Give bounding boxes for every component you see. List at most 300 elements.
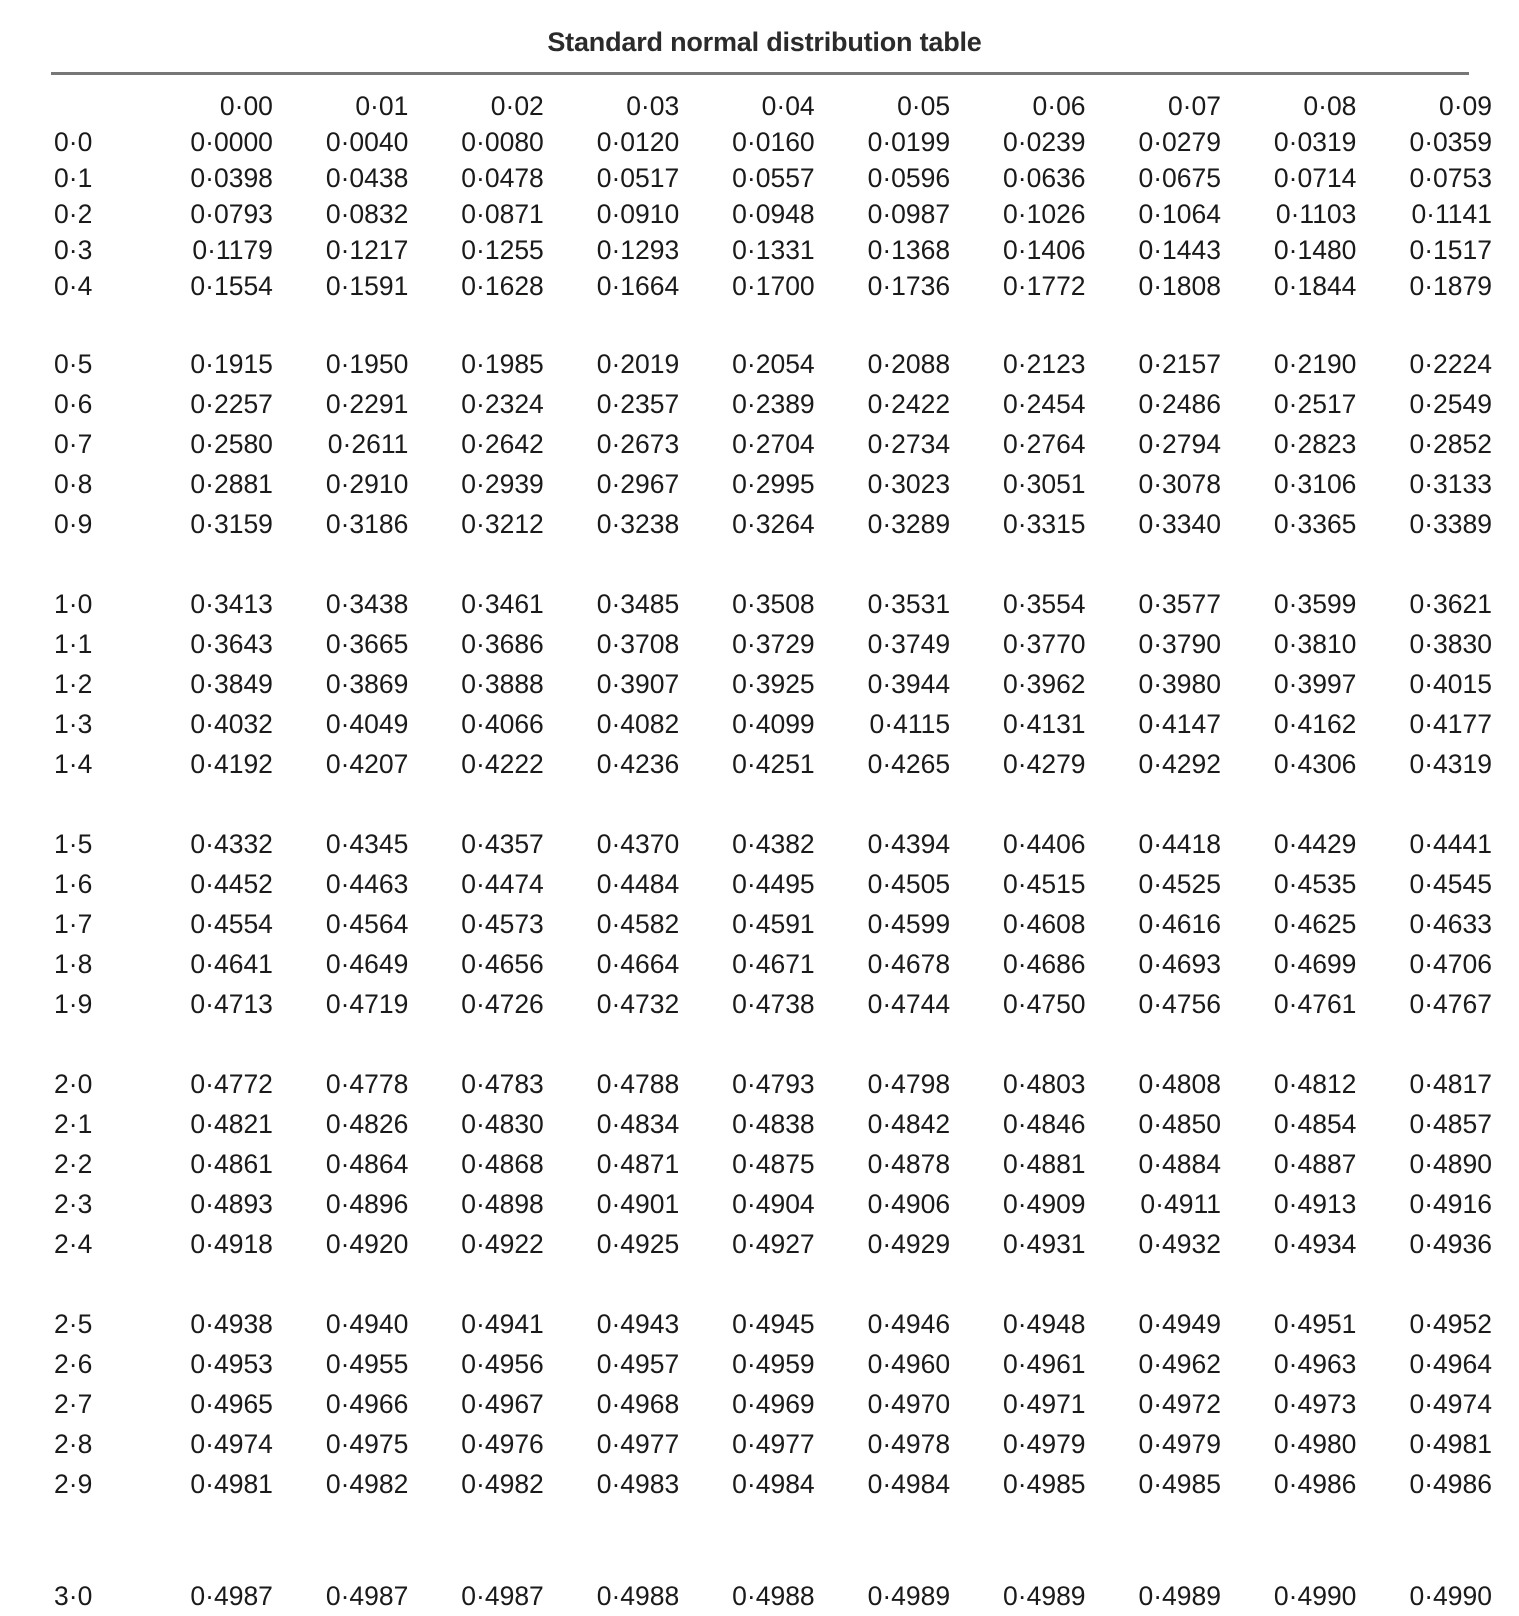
table-cell: 0·4222	[461, 748, 544, 779]
table-cell: 0·0359	[1409, 126, 1492, 157]
table-header	[0, 88, 1500, 124]
row-label: 2·7	[54, 1388, 93, 1419]
table-cell: 0·1772	[1003, 270, 1086, 301]
table-row	[0, 704, 1500, 744]
table-cell: 0·4987	[190, 1580, 273, 1611]
table-cell: 0·1554	[190, 270, 273, 301]
table-cell: 0·1331	[732, 234, 815, 265]
table-cell: 0·3849	[190, 668, 273, 699]
table-cell: 0·4817	[1409, 1068, 1492, 1099]
table-cell: 0·4982	[325, 1468, 409, 1499]
table-cell: 0·1915	[190, 348, 273, 379]
table-row	[0, 384, 1500, 424]
page-title: Standard normal distribution table	[547, 27, 982, 57]
table-cell: 0·4979	[1138, 1428, 1221, 1459]
table-row	[0, 1384, 1500, 1424]
table-cell: 0·4884	[1138, 1148, 1221, 1179]
table-cell: 0·4893	[190, 1188, 273, 1219]
table-cell: 0·4896	[325, 1188, 409, 1219]
spacer-cell	[0, 1024, 1500, 1064]
table-cell: 0·3186	[325, 508, 409, 539]
table-cell: 0·2794	[1138, 428, 1221, 459]
table-row	[0, 160, 1500, 196]
table-cell: 0·3365	[1273, 508, 1357, 539]
table-row	[0, 984, 1500, 1024]
table-cell: 0·4976	[461, 1428, 544, 1459]
table-row	[0, 344, 1500, 384]
table-cell: 0·0517	[596, 162, 680, 193]
table-cell: 0·4842	[867, 1108, 951, 1139]
table-cell: 0·4943	[596, 1308, 680, 1339]
table-row	[0, 1064, 1500, 1104]
table-cell: 0·4983	[596, 1468, 680, 1499]
table-cell: 0·3508	[732, 588, 815, 619]
table-cell: 0·4961	[1003, 1348, 1086, 1379]
table-cell: 0·2257	[190, 388, 273, 419]
table-row	[0, 1144, 1500, 1184]
table-cell: 0·1141	[1411, 198, 1492, 229]
table-cell: 0·1664	[596, 270, 680, 301]
table-cell: 0·4279	[1003, 748, 1086, 779]
row-label: 2·2	[54, 1148, 93, 1179]
table-row	[0, 504, 1500, 544]
table-cell: 0·3686	[461, 628, 544, 659]
row-label: 3·0	[54, 1580, 93, 1611]
table-cell: 0·2823	[1273, 428, 1357, 459]
table-cell: 0·4906	[867, 1188, 951, 1219]
table-cell: 0·4505	[867, 868, 951, 899]
table-cell: 0·4236	[596, 748, 680, 779]
table-cell: 0·3554	[1003, 588, 1086, 619]
table-cell: 0·3749	[867, 628, 951, 659]
table-cell: 0·4988	[596, 1580, 680, 1611]
table-cell: 0·4049	[325, 708, 409, 739]
table-cell: 0·2291	[325, 388, 409, 419]
table-cell: 0·3159	[190, 508, 273, 539]
table-cell: 0·3133	[1409, 468, 1492, 499]
column-header-8: 0·08	[1303, 90, 1357, 121]
table-cell: 0·4987	[325, 1580, 409, 1611]
table-cell: 0·4981	[190, 1468, 273, 1499]
table-row	[0, 124, 1500, 160]
table-cell: 0·4394	[867, 828, 951, 859]
table-cell: 0·4936	[1409, 1228, 1492, 1259]
spacer-cell	[0, 784, 1500, 824]
row-group-spacer	[0, 784, 1500, 824]
table-cell: 0·0987	[867, 198, 951, 229]
table-cell: 0·3708	[596, 628, 680, 659]
table-cell: 0·2642	[461, 428, 544, 459]
table-cell: 0·4767	[1409, 988, 1492, 1019]
table-cell: 0·4918	[190, 1228, 273, 1259]
table-cell: 0·4452	[190, 868, 273, 899]
table-cell: 0·1480	[1273, 234, 1357, 265]
table-cell: 0·3315	[1003, 508, 1086, 539]
table-cell: 0·4699	[1273, 948, 1357, 979]
table-cell: 0·4966	[325, 1388, 409, 1419]
table-cell: 0·2764	[1003, 428, 1086, 459]
corner-cell	[0, 88, 145, 124]
table-cell: 0·3051	[1003, 468, 1086, 499]
table-cell: 0·1443	[1138, 234, 1221, 265]
table-cell: 0·4922	[461, 1228, 544, 1259]
table-row	[0, 1104, 1500, 1144]
table-cell: 0·4834	[596, 1108, 680, 1139]
table-cell: 0·4990	[1273, 1580, 1357, 1611]
table-cell: 0·2673	[596, 428, 680, 459]
table-cell: 0·2123	[1003, 348, 1086, 379]
table-cell: 0·4854	[1273, 1108, 1357, 1139]
table-cell: 0·4929	[867, 1228, 951, 1259]
table-cell: 0·4945	[732, 1308, 815, 1339]
row-label: 0·4	[54, 270, 93, 301]
table-cell: 0·0596	[867, 162, 951, 193]
row-label: 1·9	[54, 988, 93, 1019]
table-cell: 0·4881	[1003, 1148, 1086, 1179]
table-cell: 0·4821	[190, 1108, 273, 1139]
row-label: 0·8	[54, 468, 93, 499]
table-cell: 0·0398	[190, 162, 273, 193]
table-cell: 0·4032	[190, 708, 273, 739]
table-cell: 0·4251	[732, 748, 815, 779]
table-body	[0, 124, 1500, 1616]
table-row	[0, 196, 1500, 232]
table-cell: 0·4890	[1409, 1148, 1492, 1179]
table-cell: 0·1628	[461, 270, 544, 301]
table-row	[0, 1184, 1500, 1224]
standard-normal-distribution-table	[0, 88, 1500, 1616]
row-label: 2·6	[54, 1348, 93, 1379]
table-cell: 0·4940	[325, 1308, 409, 1339]
row-label: 1·2	[54, 668, 93, 699]
table-cell: 0·3212	[461, 508, 544, 539]
table-cell: 0·4938	[190, 1308, 273, 1339]
table-cell: 0·3340	[1138, 508, 1221, 539]
table-cell: 0·0478	[461, 162, 544, 193]
table-cell: 0·4641	[190, 948, 273, 979]
row-label: 2·8	[54, 1428, 93, 1459]
table-cell: 0·4846	[1003, 1108, 1086, 1139]
table-cell: 0·1736	[867, 270, 951, 301]
table-cell: 0·2852	[1409, 428, 1492, 459]
table-cell: 0·4625	[1273, 908, 1357, 939]
row-label: 0·0	[54, 126, 93, 157]
table-cell: 0·4649	[325, 948, 409, 979]
table-cell: 0·4463	[325, 868, 409, 899]
table-cell: 0·4861	[190, 1148, 273, 1179]
table-cell: 0·4788	[596, 1068, 680, 1099]
table-cell: 0·4916	[1409, 1188, 1492, 1219]
table-cell: 0·4985	[1138, 1468, 1221, 1499]
column-header-0: 0·00	[219, 90, 273, 121]
table-cell: 0·4973	[1273, 1388, 1357, 1419]
row-label: 2·1	[54, 1108, 93, 1139]
table-cell: 0·3830	[1409, 628, 1492, 659]
table-cell: 0·4953	[190, 1348, 273, 1379]
table-cell: 0·3770	[1003, 628, 1086, 659]
row-label: 2·9	[54, 1468, 93, 1499]
column-header-2: 0·02	[490, 90, 544, 121]
table-cell: 0·4564	[325, 908, 409, 939]
table-cell: 0·4515	[1003, 868, 1086, 899]
table-cell: 0·4932	[1138, 1228, 1221, 1259]
table-cell: 0·2019	[596, 348, 680, 379]
table-cell: 0·2580	[190, 428, 273, 459]
table-row	[0, 1576, 1500, 1616]
table-cell: 0·1879	[1409, 270, 1492, 301]
table-cell: 0·0793	[190, 198, 273, 229]
row-label: 1·7	[54, 908, 93, 939]
table-cell: 0·3944	[867, 668, 951, 699]
table-cell: 0·4591	[732, 908, 815, 939]
row-label: 0·5	[54, 348, 93, 379]
row-label: 1·8	[54, 948, 93, 979]
table-cell: 0·1026	[1003, 198, 1086, 229]
table-cell: 0·4147	[1138, 708, 1221, 739]
table-cell: 0·4292	[1138, 748, 1221, 779]
table-cell: 0·3485	[596, 588, 680, 619]
table-cell: 0·4968	[596, 1388, 680, 1419]
table-cell: 0·2611	[327, 428, 409, 459]
spacer-cell	[0, 1504, 1500, 1576]
table-cell: 0·3078	[1138, 468, 1221, 499]
table-cell: 0·4803	[1003, 1068, 1086, 1099]
table-cell: 0·3389	[1409, 508, 1492, 539]
table-cell: 0·4956	[461, 1348, 544, 1379]
table-cell: 0·0279	[1138, 126, 1221, 157]
table-cell: 0·4115	[869, 708, 951, 739]
table-cell: 0·4979	[1003, 1428, 1086, 1459]
table-row	[0, 1304, 1500, 1344]
table-cell: 0·1985	[461, 348, 544, 379]
table-cell: 0·4082	[596, 708, 680, 739]
table-cell: 0·1950	[325, 348, 409, 379]
table-cell: 0·4744	[867, 988, 951, 1019]
table-cell: 0·4948	[1003, 1308, 1086, 1339]
table-cell: 0·4693	[1138, 948, 1221, 979]
table-cell: 0·4265	[867, 748, 951, 779]
table-cell: 0·4778	[325, 1068, 409, 1099]
table-cell: 0·4750	[1003, 988, 1086, 1019]
table-cell: 0·4987	[461, 1580, 544, 1611]
table-cell: 0·4319	[1409, 748, 1492, 779]
spacer-cell	[0, 304, 1500, 344]
table-cell: 0·1179	[192, 234, 273, 265]
table-cell: 0·4974	[1409, 1388, 1492, 1419]
table-cell: 0·0636	[1003, 162, 1086, 193]
table-cell: 0·4986	[1409, 1468, 1492, 1499]
table-cell: 0·4495	[732, 868, 815, 899]
table-cell: 0·4554	[190, 908, 273, 939]
table-cell: 0·0239	[1003, 126, 1086, 157]
table-cell: 0·0000	[190, 126, 273, 157]
table-cell: 0·3888	[461, 668, 544, 699]
table-cell: 0·3106	[1273, 468, 1357, 499]
table-cell: 0·3461	[461, 588, 544, 619]
table-row	[0, 904, 1500, 944]
table-cell: 0·4901	[596, 1188, 680, 1219]
table-cell: 0·4783	[461, 1068, 544, 1099]
table-cell: 0·4934	[1273, 1228, 1357, 1259]
table-cell: 0·0319	[1273, 126, 1357, 157]
table-cell: 0·4545	[1409, 868, 1492, 899]
row-label: 2·4	[54, 1228, 93, 1259]
table-cell: 0·4887	[1273, 1148, 1357, 1179]
table-cell: 0·0438	[325, 162, 409, 193]
column-header-row	[0, 88, 1500, 124]
table-cell: 0·3869	[325, 668, 409, 699]
column-header-5: 0·05	[897, 90, 951, 121]
table-cell: 0·4656	[461, 948, 544, 979]
row-label: 1·4	[54, 748, 93, 779]
table-cell: 0·4868	[461, 1148, 544, 1179]
row-label: 0·1	[54, 162, 93, 193]
table-cell: 0·3925	[732, 668, 815, 699]
table-cell: 0·3599	[1273, 588, 1357, 619]
table-cell: 0·4608	[1003, 908, 1086, 939]
column-header-3: 0·03	[626, 90, 680, 121]
table-cell: 0·3289	[867, 508, 951, 539]
table-cell: 0·4977	[596, 1428, 680, 1459]
table-cell: 0·3980	[1138, 668, 1221, 699]
table-cell: 0·2910	[325, 468, 409, 499]
table-row	[0, 664, 1500, 704]
table-cell: 0·0753	[1409, 162, 1492, 193]
table-row	[0, 1344, 1500, 1384]
table-cell: 0·0160	[732, 126, 815, 157]
table-cell: 0·4989	[1003, 1580, 1086, 1611]
table-cell: 0·4719	[325, 988, 409, 1019]
table-cell: 0·2224	[1409, 348, 1492, 379]
table-cell: 0·3643	[190, 628, 273, 659]
table-row	[0, 464, 1500, 504]
table-cell: 0·4959	[732, 1348, 815, 1379]
row-label: 1·3	[54, 708, 93, 739]
table-row	[0, 624, 1500, 664]
table-row	[0, 1424, 1500, 1464]
table-cell: 0·4878	[867, 1148, 951, 1179]
column-header-6: 0·06	[1032, 90, 1086, 121]
row-label: 0·7	[54, 428, 93, 459]
table-cell: 0·3264	[732, 508, 815, 539]
table-cell: 0·4798	[867, 1068, 951, 1099]
table-cell: 0·0557	[732, 162, 815, 193]
row-label: 0·6	[54, 388, 93, 419]
row-group-spacer	[0, 1264, 1500, 1304]
table-cell: 0·3023	[867, 468, 951, 499]
table-cell: 0·3238	[596, 508, 680, 539]
table-cell: 0·4599	[867, 908, 951, 939]
table-cell: 0·2088	[867, 348, 951, 379]
table-cell: 0·4967	[461, 1388, 544, 1419]
table-cell: 0·4969	[732, 1388, 815, 1419]
table-cell: 0·4732	[596, 988, 680, 1019]
table-cell: 0·3577	[1138, 588, 1221, 619]
table-cell: 0·4984	[732, 1468, 815, 1499]
table-cell: 0·4975	[325, 1428, 409, 1459]
table-cell: 0·0948	[732, 198, 815, 229]
row-label: 0·2	[54, 198, 93, 229]
table-cell: 0·4713	[190, 988, 273, 1019]
row-group-spacer	[0, 1024, 1500, 1064]
table-cell: 0·2939	[461, 468, 544, 499]
table-cell: 0·0199	[867, 126, 951, 157]
table-cell: 0·3438	[325, 588, 409, 619]
spacer-cell	[0, 544, 1500, 584]
table-cell: 0·4525	[1138, 868, 1221, 899]
table-cell: 0·2054	[732, 348, 815, 379]
table-cell: 0·3907	[596, 668, 680, 699]
table-cell: 0·1064	[1138, 198, 1221, 229]
table-cell: 0·2704	[732, 428, 815, 459]
table-cell: 0·4066	[461, 708, 544, 739]
table-cell: 0·4913	[1273, 1188, 1357, 1219]
table-cell: 0·4989	[1138, 1580, 1221, 1611]
table-cell: 0·4957	[596, 1348, 680, 1379]
table-cell: 0·4015	[1409, 668, 1492, 699]
table-cell: 0·4989	[867, 1580, 951, 1611]
table-cell: 0·4911	[1140, 1188, 1221, 1219]
table-cell: 0·4808	[1138, 1068, 1221, 1099]
table-cell: 0·4429	[1273, 828, 1357, 859]
row-group-spacer	[0, 544, 1500, 584]
table-cell: 0·2324	[461, 388, 544, 419]
table-row	[0, 824, 1500, 864]
table-cell: 0·3810	[1273, 628, 1357, 659]
table-cell: 0·3729	[732, 628, 815, 659]
title-divider	[51, 72, 1469, 75]
table-cell: 0·3790	[1138, 628, 1221, 659]
table-cell: 0·0714	[1273, 162, 1357, 193]
row-label: 2·0	[54, 1068, 93, 1099]
row-label: 1·6	[54, 868, 93, 899]
table-cell: 0·1700	[732, 270, 815, 301]
table-row	[0, 584, 1500, 624]
table-cell: 0·2389	[732, 388, 815, 419]
table-cell: 0·2486	[1138, 388, 1221, 419]
table-cell: 0·4946	[867, 1308, 951, 1339]
table-cell: 0·2995	[732, 468, 815, 499]
table-cell: 0·4406	[1003, 828, 1086, 859]
table-cell: 0·4850	[1138, 1108, 1221, 1139]
table-cell: 0·4970	[867, 1388, 951, 1419]
table-cell: 0·2357	[596, 388, 680, 419]
table-cell: 0·4974	[190, 1428, 273, 1459]
table-cell: 0·4977	[732, 1428, 815, 1459]
table-cell: 0·0871	[461, 198, 544, 229]
table-cell: 0·1103	[1275, 198, 1357, 229]
column-header-7: 0·07	[1167, 90, 1221, 121]
table-cell: 0·4955	[325, 1348, 409, 1379]
table-cell: 0·1255	[461, 234, 544, 265]
table-cell: 0·4474	[461, 868, 544, 899]
table-cell: 0·4678	[867, 948, 951, 979]
table-cell: 0·2422	[867, 388, 951, 419]
table-cell: 0·4971	[1003, 1388, 1086, 1419]
table-cell: 0·4909	[1003, 1188, 1086, 1219]
table-cell: 0·2157	[1138, 348, 1221, 379]
table-cell: 0·4964	[1409, 1348, 1492, 1379]
table-cell: 0·4963	[1273, 1348, 1357, 1379]
table-cell: 0·4131	[1003, 708, 1086, 739]
table-cell: 0·4573	[461, 908, 544, 939]
table-cell: 0·4441	[1409, 828, 1492, 859]
table-cell: 0·4177	[1409, 708, 1492, 739]
table-cell: 0·4871	[596, 1148, 680, 1179]
table-row	[0, 1224, 1500, 1264]
table-cell: 0·4875	[732, 1148, 815, 1179]
row-group-spacer	[0, 304, 1500, 344]
